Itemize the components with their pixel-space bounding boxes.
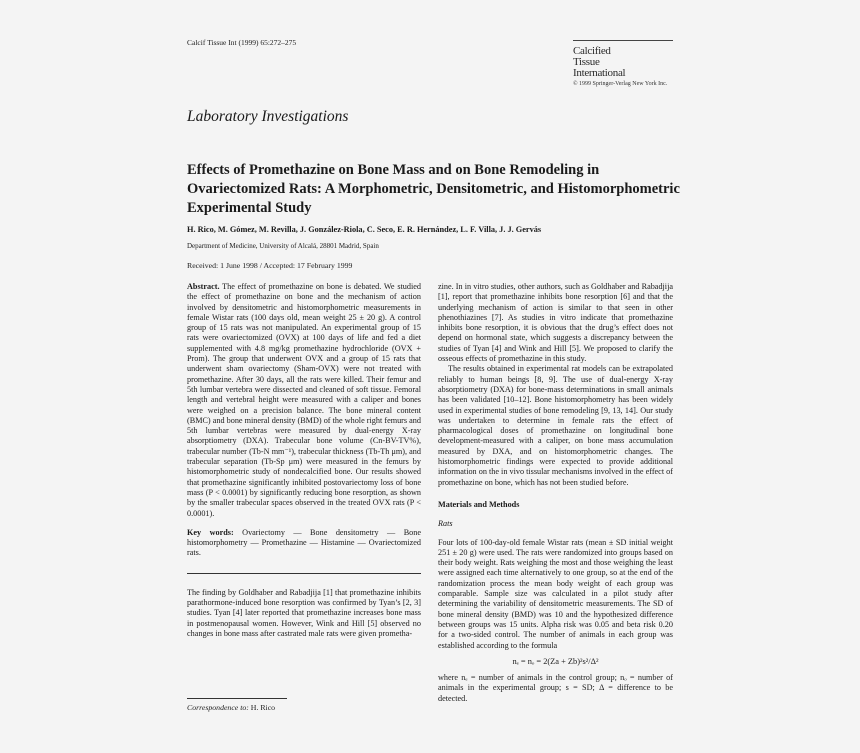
logo-line-2: Tissue bbox=[573, 56, 600, 68]
footnote-rule bbox=[187, 698, 287, 699]
formula-definitions: where nₑ = number of animals in the control group; nₒ = number of animals in the experimental group; s = SD; Δ = difference to be detected. bbox=[438, 673, 673, 703]
introduction-paragraph: The finding by Goldhaber and Rabadjija [1] that promethazine inhibits parathormone-induced bone resorption was confirmed by Tyan’s [2, 3] studies. Tyan [4] later reported that promethazine increases bone mass in postmenopausal women. However, Wink and Hill [5] observed no changes in bone mass after castrated male rats were given prometha- bbox=[187, 587, 421, 638]
intro-paragraph-2: The results obtained in experimental rat models can be extrapolated reliably to human beings [8, 9]. The use of dual-energy X-ray absorptiometry (DXA) for bone-mass determinations in small animals has been validated [10–12]. Bone histomorphometry has been widely used in experimental studies of bone remodeling [9, 13, 14]. Our study was undertaken to determine in female rats the effect of pharmacological doses of promethazine on longitudinal bone development-measured with a caliper, on bone mass accumulation measured by DXA, and on histomorphometric changes. The histomorphometric findings were expected to provide additional information on the in vivo tissular mechanisms involved in the effect of promethazine on bone, which has not been studied before. bbox=[438, 364, 673, 487]
logo-line-1: Calcified bbox=[573, 45, 611, 57]
left-column bbox=[187, 282, 421, 639]
abstract-text: The effect of promethazine on bone is debated. We studied the effect of promethazine on bone and the mechanism of action involved by densitometric and histomorphometric measurements in female Wistar rats (100 days old, mean weight 25 ± 20 g). A control group of 15 rats was not manipulated. An experimental group of 15 rats were ovariectomized (OVX) at 100 days of life and fed a diet supplemented with 4.8 mg/kg promethazine hydrochloride (OVX + Prom). The group that underwent OVX and a group of 15 rats that underwent sham ovariectomy (Sham-OVX) were not treated with promethazine. After 30 days, all the rats were killed. Their femur and 5th lumbar vertebra were dissected and cleaned of soft tissue. Femoral length and vertebral height were measured with a caliper and bones were weighed on a precision balance. The bone mineral content (BMC) and bone mineral density (BMD) of the whole right femurs and 5th lumbar vertebras were measured by dual-energy X-ray absorptiometry (DXA). Trabecular bone volume (Cn-BV-TV%), trabecular number (Tb-N mm⁻¹), trabecular thickness (Tb-Th μm), and trabecular separation (Tb-Sp μm) were measured in the femurs by histomorphometric study of nondecalcified bone. Our results showed that promethazine significantly inhibited postovariectomy loss of bone mass (P < 0.0001) by significantly reducing bone resorption, as shown by the smaller trabecular spaces observed in the treated OVX rats (P < 0.0001). bbox=[187, 282, 421, 518]
methods-paragraph: Four lots of 100-day-old female Wistar rats (mean ± SD initial weight 251 ± 20 g) were used. The rats were randomized into groups based on their body weight. Rats weighing the most and those weighing the least were assigned each time alternatively to one group, so at the end of the randomization process the mean body weight of each group was comparable. Sample size was calculated in a pilot study after determining the variability of densitometric measurements. The SD of bone mineral density (BMD) was 10 and the hypothesized difference between groups was 15 units. Alpha risk was 0.05 and beta risk 0.20 for a two-sided control. The number of animals in each group was established according to the formula bbox=[438, 537, 673, 650]
correspondence-note bbox=[187, 703, 275, 712]
section-divider bbox=[187, 573, 421, 574]
correspondence-label: Correspondence to: bbox=[187, 703, 249, 712]
keywords-label: Key words: bbox=[187, 527, 234, 537]
abstract bbox=[187, 282, 421, 519]
keywords bbox=[187, 528, 421, 559]
section-label: Laboratory Investigations bbox=[187, 108, 349, 125]
sample-size-formula: nₑ = nₒ = 2(Za + Zb)²s²/Δ² bbox=[512, 656, 599, 666]
author-list: H. Rico, M. Gómez, M. Revilla, J. González-Riola, C. Seco, E. R. Hernández, L. F. Villa, J. J. Gervás bbox=[187, 225, 542, 234]
abstract-label: Abstract. bbox=[187, 282, 220, 291]
copyright-notice: © 1999 Springer-Verlag New York Inc. bbox=[573, 81, 668, 87]
rats-subheading: Rats bbox=[438, 519, 453, 529]
keywords-text: Ovariectomy — Bone densitometry — Bone histomorphometry — Promethazine — Histamine — Ovariectomized rats. bbox=[187, 527, 421, 558]
article-title: Effects of Promethazine on Bone Mass and on Bone Remodeling in Ovariectomized Rats: A Morphometric, Densitometric, and Histomorphometric Experimental Study bbox=[187, 162, 680, 216]
journal-logo bbox=[573, 46, 673, 79]
intro-continued: zine. In in vitro studies, other authors, such as Goldhaber and Rabadjija [1], report that promethazine inhibits bone resorption [6] and that the underlying mechanism of action is similar to that seen in other phenothiazines [7]. As studies in vitro indicate that promethazine inhibits bone resorption, it is obvious that the drug’s effect does not depend on hormonal state, which suggests a discrepancy between the studies of Tyan [4] and Wink and Hill [5]. We proposed to clarify the osseous effects of promethazine in this study. bbox=[438, 282, 673, 364]
correspondence-name: H. Rico bbox=[248, 703, 276, 712]
logo-line-3: International bbox=[573, 67, 626, 79]
right-column bbox=[438, 282, 673, 704]
received-dates: Received: 1 June 1998 / Accepted: 17 February 1999 bbox=[187, 261, 353, 270]
affiliation: Department of Medicine, University of Alcalá, 28801 Madrid, Spain bbox=[187, 242, 379, 250]
journal-citation: Calcif Tissue Int (1999) 65:272–275 bbox=[187, 38, 297, 47]
methods-heading: Materials and Methods bbox=[438, 499, 520, 509]
logo-rule bbox=[573, 40, 673, 41]
